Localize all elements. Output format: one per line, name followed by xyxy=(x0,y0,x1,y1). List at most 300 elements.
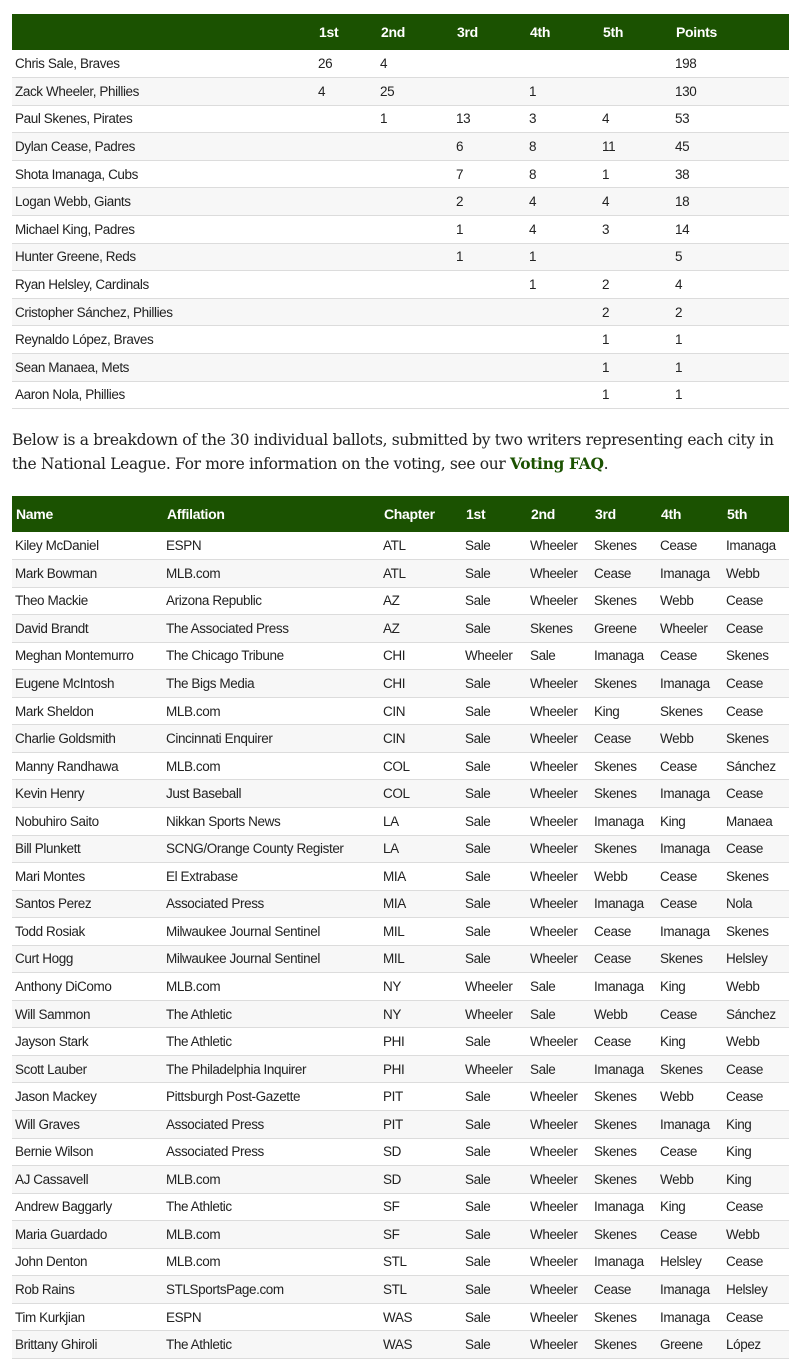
cell-3rd: Cease xyxy=(591,1028,657,1056)
cell-3rd xyxy=(453,78,526,106)
cell-1st: Wheeler xyxy=(462,642,527,670)
cell-affiliation: STLSportsPage.com xyxy=(163,1276,380,1304)
cell-5th: 1 xyxy=(599,326,672,354)
cell-1st xyxy=(315,243,377,271)
summary-row xyxy=(12,298,789,326)
cell-2nd xyxy=(377,160,453,188)
individual-ballots-table xyxy=(12,496,789,1359)
ballot-row xyxy=(12,1110,789,1138)
cell-affiliation: MLB.com xyxy=(163,1248,380,1276)
cell-4th: Webb xyxy=(657,1166,723,1194)
cell-3rd: Skenes xyxy=(591,1166,657,1194)
column-header-5th: 5th xyxy=(723,496,789,532)
ballot-row xyxy=(12,560,789,588)
cell-name: Eugene McIntosh xyxy=(12,670,163,698)
cell-4th: 8 xyxy=(526,160,599,188)
cell-3rd xyxy=(453,381,526,409)
cell-4th: King xyxy=(657,1193,723,1221)
cell-affiliation: Associated Press xyxy=(163,890,380,918)
cell-4th: Cease xyxy=(657,642,723,670)
cell-points: 130 xyxy=(672,78,789,106)
cell-5th: Cease xyxy=(723,587,789,615)
cell-2nd: 1 xyxy=(377,105,453,133)
cell-1st: Wheeler xyxy=(462,1000,527,1028)
cell-5th: 1 xyxy=(599,354,672,382)
cell-3rd: 7 xyxy=(453,160,526,188)
column-header-pitcher xyxy=(12,14,315,50)
cell-name: Mark Sheldon xyxy=(12,697,163,725)
cell-3rd xyxy=(453,271,526,299)
ballot-row xyxy=(12,1248,789,1276)
summary-row xyxy=(12,381,789,409)
column-header-2nd: 2nd xyxy=(377,14,453,50)
column-header-4th: 4th xyxy=(526,14,599,50)
cell-chapter: STL xyxy=(380,1276,462,1304)
summary-row xyxy=(12,216,789,244)
ballot-row xyxy=(12,1055,789,1083)
summary-row xyxy=(12,78,789,106)
summary-row xyxy=(12,326,789,354)
cell-2nd: 25 xyxy=(377,78,453,106)
ballot-row xyxy=(12,1138,789,1166)
cell-5th: Cease xyxy=(723,1193,789,1221)
cell-3rd: Skenes xyxy=(591,587,657,615)
cell-1st: Sale xyxy=(462,615,527,643)
cell-name: Manny Randhawa xyxy=(12,752,163,780)
cell-points: 14 xyxy=(672,216,789,244)
cell-chapter: COL xyxy=(380,752,462,780)
cell-name: AJ Cassavell xyxy=(12,1166,163,1194)
cell-pitcher: Aaron Nola, Phillies xyxy=(12,381,315,409)
cell-affiliation: MLB.com xyxy=(163,973,380,1001)
cell-5th: 2 xyxy=(599,271,672,299)
cell-1st: Sale xyxy=(462,1248,527,1276)
cell-2nd: Wheeler xyxy=(527,697,591,725)
cell-1st: Sale xyxy=(462,1331,527,1359)
cell-points: 198 xyxy=(672,50,789,78)
cell-5th: Cease xyxy=(723,780,789,808)
cell-4th: 4 xyxy=(526,188,599,216)
cell-4th: Cease xyxy=(657,1221,723,1249)
ballot-body xyxy=(12,532,789,1358)
cell-2nd: Wheeler xyxy=(527,1303,591,1331)
cell-3rd: Cease xyxy=(591,560,657,588)
cell-2nd: Wheeler xyxy=(527,945,591,973)
cell-5th: 11 xyxy=(599,133,672,161)
ballot-row xyxy=(12,1276,789,1304)
cell-affiliation: Just Baseball xyxy=(163,780,380,808)
cell-affiliation: Associated Press xyxy=(163,1110,380,1138)
cell-1st: Sale xyxy=(462,863,527,891)
cell-chapter: PHI xyxy=(380,1055,462,1083)
cell-points: 45 xyxy=(672,133,789,161)
cell-affiliation: MLB.com xyxy=(163,1221,380,1249)
cell-1st xyxy=(315,160,377,188)
cell-affiliation: The Athletic xyxy=(163,1331,380,1359)
summary-row xyxy=(12,133,789,161)
cell-5th: 3 xyxy=(599,216,672,244)
cell-2nd: Skenes xyxy=(527,615,591,643)
cell-3rd xyxy=(453,354,526,382)
cell-chapter: PHI xyxy=(380,1028,462,1056)
cell-3rd: Imanaga xyxy=(591,973,657,1001)
cell-2nd xyxy=(377,381,453,409)
cell-affiliation: The Philadelphia Inquirer xyxy=(163,1055,380,1083)
cell-chapter: PIT xyxy=(380,1110,462,1138)
cell-5th: Cease xyxy=(723,1303,789,1331)
cell-3rd: King xyxy=(591,697,657,725)
ballot-row xyxy=(12,807,789,835)
cell-1st xyxy=(315,381,377,409)
cell-4th: Skenes xyxy=(657,697,723,725)
summary-header-row xyxy=(12,14,789,50)
summary-row xyxy=(12,105,789,133)
cell-3rd: Skenes xyxy=(591,1303,657,1331)
ballot-row xyxy=(12,752,789,780)
cell-name: Santos Perez xyxy=(12,890,163,918)
cell-2nd: Wheeler xyxy=(527,807,591,835)
cell-1st xyxy=(315,298,377,326)
ballot-row xyxy=(12,918,789,946)
summary-row xyxy=(12,271,789,299)
cell-chapter: LA xyxy=(380,835,462,863)
ballot-row xyxy=(12,642,789,670)
cell-5th: Webb xyxy=(723,560,789,588)
cell-5th: Skenes xyxy=(723,863,789,891)
cell-2nd xyxy=(377,133,453,161)
cell-chapter: SD xyxy=(380,1138,462,1166)
cell-name: Jayson Stark xyxy=(12,1028,163,1056)
cell-name: Curt Hogg xyxy=(12,945,163,973)
cell-name: Bernie Wilson xyxy=(12,1138,163,1166)
cell-4th: 1 xyxy=(526,78,599,106)
cell-chapter: NY xyxy=(380,1000,462,1028)
cell-1st: Sale xyxy=(462,1028,527,1056)
cell-5th: Webb xyxy=(723,973,789,1001)
cell-points: 1 xyxy=(672,381,789,409)
cell-3rd: Skenes xyxy=(591,752,657,780)
cell-points: 1 xyxy=(672,326,789,354)
cell-3rd: Skenes xyxy=(591,1138,657,1166)
cell-name: Scott Lauber xyxy=(12,1055,163,1083)
summary-row xyxy=(12,50,789,78)
cell-4th: 1 xyxy=(526,243,599,271)
cell-3rd: Skenes xyxy=(591,1083,657,1111)
cell-2nd: Wheeler xyxy=(527,587,591,615)
cell-2nd xyxy=(377,354,453,382)
cell-chapter: SF xyxy=(380,1193,462,1221)
cell-2nd: Wheeler xyxy=(527,1276,591,1304)
cell-2nd: Wheeler xyxy=(527,1248,591,1276)
column-header-3rd: 3rd xyxy=(591,496,657,532)
cell-1st xyxy=(315,216,377,244)
cell-4th: Cease xyxy=(657,1000,723,1028)
cell-name: Will Graves xyxy=(12,1110,163,1138)
cell-5th: Manaea xyxy=(723,807,789,835)
cell-2nd: Wheeler xyxy=(527,1331,591,1359)
cell-4th: Imanaga xyxy=(657,560,723,588)
cell-3rd: Cease xyxy=(591,945,657,973)
cell-2nd xyxy=(377,243,453,271)
cell-2nd: Wheeler xyxy=(527,1083,591,1111)
cell-5th xyxy=(599,243,672,271)
cell-1st: Sale xyxy=(462,1110,527,1138)
cell-pitcher: Reynaldo López, Braves xyxy=(12,326,315,354)
cell-1st: Sale xyxy=(462,1166,527,1194)
cell-5th xyxy=(599,78,672,106)
cell-2nd: Wheeler xyxy=(527,752,591,780)
column-header-1st: 1st xyxy=(315,14,377,50)
cell-1st xyxy=(315,105,377,133)
cell-3rd: Skenes xyxy=(591,1221,657,1249)
cell-2nd: Wheeler xyxy=(527,1221,591,1249)
cell-chapter: CIN xyxy=(380,725,462,753)
cell-points: 4 xyxy=(672,271,789,299)
cell-2nd: Wheeler xyxy=(527,560,591,588)
cell-5th: 4 xyxy=(599,105,672,133)
intro-text: Below is a breakdown of the 30 individual ballots, submitted by two writers representing each city in the National League. For more information on the voting, see our xyxy=(12,431,774,473)
cell-2nd: Wheeler xyxy=(527,1193,591,1221)
cell-3rd: Imanaga xyxy=(591,1248,657,1276)
cell-4th: Webb xyxy=(657,725,723,753)
cell-5th: King xyxy=(723,1166,789,1194)
cell-points: 2 xyxy=(672,298,789,326)
cell-affiliation: MLB.com xyxy=(163,1166,380,1194)
cell-3rd: Skenes xyxy=(591,1331,657,1359)
ballot-row xyxy=(12,587,789,615)
cell-2nd: Wheeler xyxy=(527,1138,591,1166)
cell-points: 53 xyxy=(672,105,789,133)
cell-name: Jason Mackey xyxy=(12,1083,163,1111)
cell-chapter: CHI xyxy=(380,670,462,698)
cell-4th: Greene xyxy=(657,1331,723,1359)
cell-4th: Imanaga xyxy=(657,1303,723,1331)
cell-chapter: ATL xyxy=(380,560,462,588)
cell-name: Mari Montes xyxy=(12,863,163,891)
ballot-row xyxy=(12,1028,789,1056)
cell-5th: King xyxy=(723,1110,789,1138)
cell-4th: Imanaga xyxy=(657,1110,723,1138)
cell-2nd: Sale xyxy=(527,1055,591,1083)
cell-5th: Cease xyxy=(723,615,789,643)
cell-affiliation: ESPN xyxy=(163,1303,380,1331)
cell-4th: Imanaga xyxy=(657,918,723,946)
cell-1st: Sale xyxy=(462,835,527,863)
cell-1st: Wheeler xyxy=(462,973,527,1001)
cell-5th: Cease xyxy=(723,1083,789,1111)
cell-1st xyxy=(315,188,377,216)
cell-name: Anthony DiComo xyxy=(12,973,163,1001)
cell-1st: Sale xyxy=(462,1276,527,1304)
cell-affiliation: ESPN xyxy=(163,532,380,560)
cell-name: John Denton xyxy=(12,1248,163,1276)
cell-5th xyxy=(599,50,672,78)
cell-5th: Cease xyxy=(723,835,789,863)
cell-5th: Cease xyxy=(723,1248,789,1276)
cell-chapter: PIT xyxy=(380,1083,462,1111)
cell-3rd: Skenes xyxy=(591,670,657,698)
ballot-row xyxy=(12,780,789,808)
cell-name: Kevin Henry xyxy=(12,780,163,808)
cell-5th: Cease xyxy=(723,670,789,698)
cell-points: 1 xyxy=(672,354,789,382)
cell-1st xyxy=(315,326,377,354)
cell-5th: 1 xyxy=(599,160,672,188)
cell-3rd: Cease xyxy=(591,725,657,753)
cell-2nd xyxy=(377,188,453,216)
cell-2nd: Wheeler xyxy=(527,835,591,863)
cell-chapter: AZ xyxy=(380,587,462,615)
column-header-points: Points xyxy=(672,14,789,50)
cell-chapter: MIA xyxy=(380,863,462,891)
cell-affiliation: The Associated Press xyxy=(163,615,380,643)
cell-5th: Webb xyxy=(723,1221,789,1249)
cell-5th: Imanaga xyxy=(723,532,789,560)
cell-affiliation: The Chicago Tribune xyxy=(163,642,380,670)
cell-5th: Cease xyxy=(723,1055,789,1083)
cell-3rd: 13 xyxy=(453,105,526,133)
cell-chapter: NY xyxy=(380,973,462,1001)
ballot-row xyxy=(12,1193,789,1221)
cell-affiliation: Nikkan Sports News xyxy=(163,807,380,835)
cell-pitcher: Dylan Cease, Padres xyxy=(12,133,315,161)
voting-faq-link[interactable]: Voting FAQ xyxy=(510,454,604,473)
cell-5th: Skenes xyxy=(723,918,789,946)
cell-3rd: 1 xyxy=(453,243,526,271)
cell-affiliation: The Athletic xyxy=(163,1193,380,1221)
cell-5th: Webb xyxy=(723,1028,789,1056)
cell-pitcher: Shota Imanaga, Cubs xyxy=(12,160,315,188)
cell-5th: Skenes xyxy=(723,642,789,670)
ballot-row xyxy=(12,1221,789,1249)
cell-5th: 2 xyxy=(599,298,672,326)
cell-4th xyxy=(526,381,599,409)
cell-5th: López xyxy=(723,1331,789,1359)
cell-3rd: Skenes xyxy=(591,532,657,560)
cell-4th: Imanaga xyxy=(657,835,723,863)
ballot-row xyxy=(12,863,789,891)
cell-affiliation: MLB.com xyxy=(163,697,380,725)
cell-5th: Helsley xyxy=(723,945,789,973)
cell-chapter: SD xyxy=(380,1166,462,1194)
cell-name: Maria Guardado xyxy=(12,1221,163,1249)
cell-5th: Nola xyxy=(723,890,789,918)
cell-1st: Sale xyxy=(462,560,527,588)
cell-1st: Sale xyxy=(462,1193,527,1221)
cell-2nd: Wheeler xyxy=(527,1166,591,1194)
ballot-table-container xyxy=(12,496,789,1359)
cell-1st: Sale xyxy=(462,807,527,835)
cell-name: Meghan Montemurro xyxy=(12,642,163,670)
cell-pitcher: Cristopher Sánchez, Phillies xyxy=(12,298,315,326)
ballot-row xyxy=(12,835,789,863)
intro-trailing: . xyxy=(603,455,609,473)
cell-5th: Skenes xyxy=(723,725,789,753)
cell-name: Charlie Goldsmith xyxy=(12,725,163,753)
cell-2nd: Wheeler xyxy=(527,1110,591,1138)
cell-3rd xyxy=(453,298,526,326)
ballot-row xyxy=(12,890,789,918)
cell-1st xyxy=(315,354,377,382)
cell-3rd: Imanaga xyxy=(591,890,657,918)
ballot-row xyxy=(12,615,789,643)
cell-1st: Sale xyxy=(462,1221,527,1249)
cell-3rd: Skenes xyxy=(591,780,657,808)
ballot-row xyxy=(12,973,789,1001)
cell-2nd xyxy=(377,216,453,244)
cell-affiliation: SCNG/Orange County Register xyxy=(163,835,380,863)
cell-chapter: MIL xyxy=(380,945,462,973)
cell-5th: 1 xyxy=(599,381,672,409)
cell-2nd: Wheeler xyxy=(527,780,591,808)
cell-1st xyxy=(315,133,377,161)
cell-name: Theo Mackie xyxy=(12,587,163,615)
cell-4th: Skenes xyxy=(657,1055,723,1083)
summary-row xyxy=(12,160,789,188)
cell-2nd xyxy=(377,271,453,299)
summary-body xyxy=(12,50,789,409)
cell-3rd: Cease xyxy=(591,918,657,946)
cell-4th: Wheeler xyxy=(657,615,723,643)
cell-name: Mark Bowman xyxy=(12,560,163,588)
cell-3rd: Imanaga xyxy=(591,642,657,670)
cell-name: Nobuhiro Saito xyxy=(12,807,163,835)
cell-3rd xyxy=(453,50,526,78)
cell-chapter: WAS xyxy=(380,1331,462,1359)
cell-1st: Sale xyxy=(462,725,527,753)
cell-4th: Cease xyxy=(657,752,723,780)
cell-affiliation: MLB.com xyxy=(163,752,380,780)
cell-3rd: 1 xyxy=(453,216,526,244)
summary-row xyxy=(12,354,789,382)
summary-row xyxy=(12,243,789,271)
ballot-row xyxy=(12,945,789,973)
column-header-affiliation: Affilation xyxy=(163,496,380,532)
ballot-row xyxy=(12,1000,789,1028)
ballot-row xyxy=(12,1166,789,1194)
cell-1st: Sale xyxy=(462,1303,527,1331)
cell-pitcher: Sean Manaea, Mets xyxy=(12,354,315,382)
cell-1st: 26 xyxy=(315,50,377,78)
summary-row xyxy=(12,188,789,216)
cell-2nd: Sale xyxy=(527,973,591,1001)
cell-affiliation: Associated Press xyxy=(163,1138,380,1166)
cell-name: Will Sammon xyxy=(12,1000,163,1028)
cell-1st: Sale xyxy=(462,532,527,560)
cell-3rd: Imanaga xyxy=(591,807,657,835)
cell-1st: Sale xyxy=(462,1083,527,1111)
cell-5th: Sánchez xyxy=(723,752,789,780)
cell-4th: Webb xyxy=(657,1083,723,1111)
cell-chapter: CIN xyxy=(380,697,462,725)
cell-3rd: Webb xyxy=(591,863,657,891)
cell-4th: 3 xyxy=(526,105,599,133)
summary-table-container xyxy=(12,14,789,409)
cell-3rd: 2 xyxy=(453,188,526,216)
ballot-row xyxy=(12,697,789,725)
cell-1st: Sale xyxy=(462,587,527,615)
cell-name: Bill Plunkett xyxy=(12,835,163,863)
cell-affiliation: Milwaukee Journal Sentinel xyxy=(163,945,380,973)
cell-chapter: COL xyxy=(380,780,462,808)
cell-4th: Helsley xyxy=(657,1248,723,1276)
ballot-row xyxy=(12,1303,789,1331)
cell-name: David Brandt xyxy=(12,615,163,643)
ballot-header-row xyxy=(12,496,789,532)
cell-4th: 8 xyxy=(526,133,599,161)
ballot-row xyxy=(12,1083,789,1111)
cell-4th: Cease xyxy=(657,1138,723,1166)
